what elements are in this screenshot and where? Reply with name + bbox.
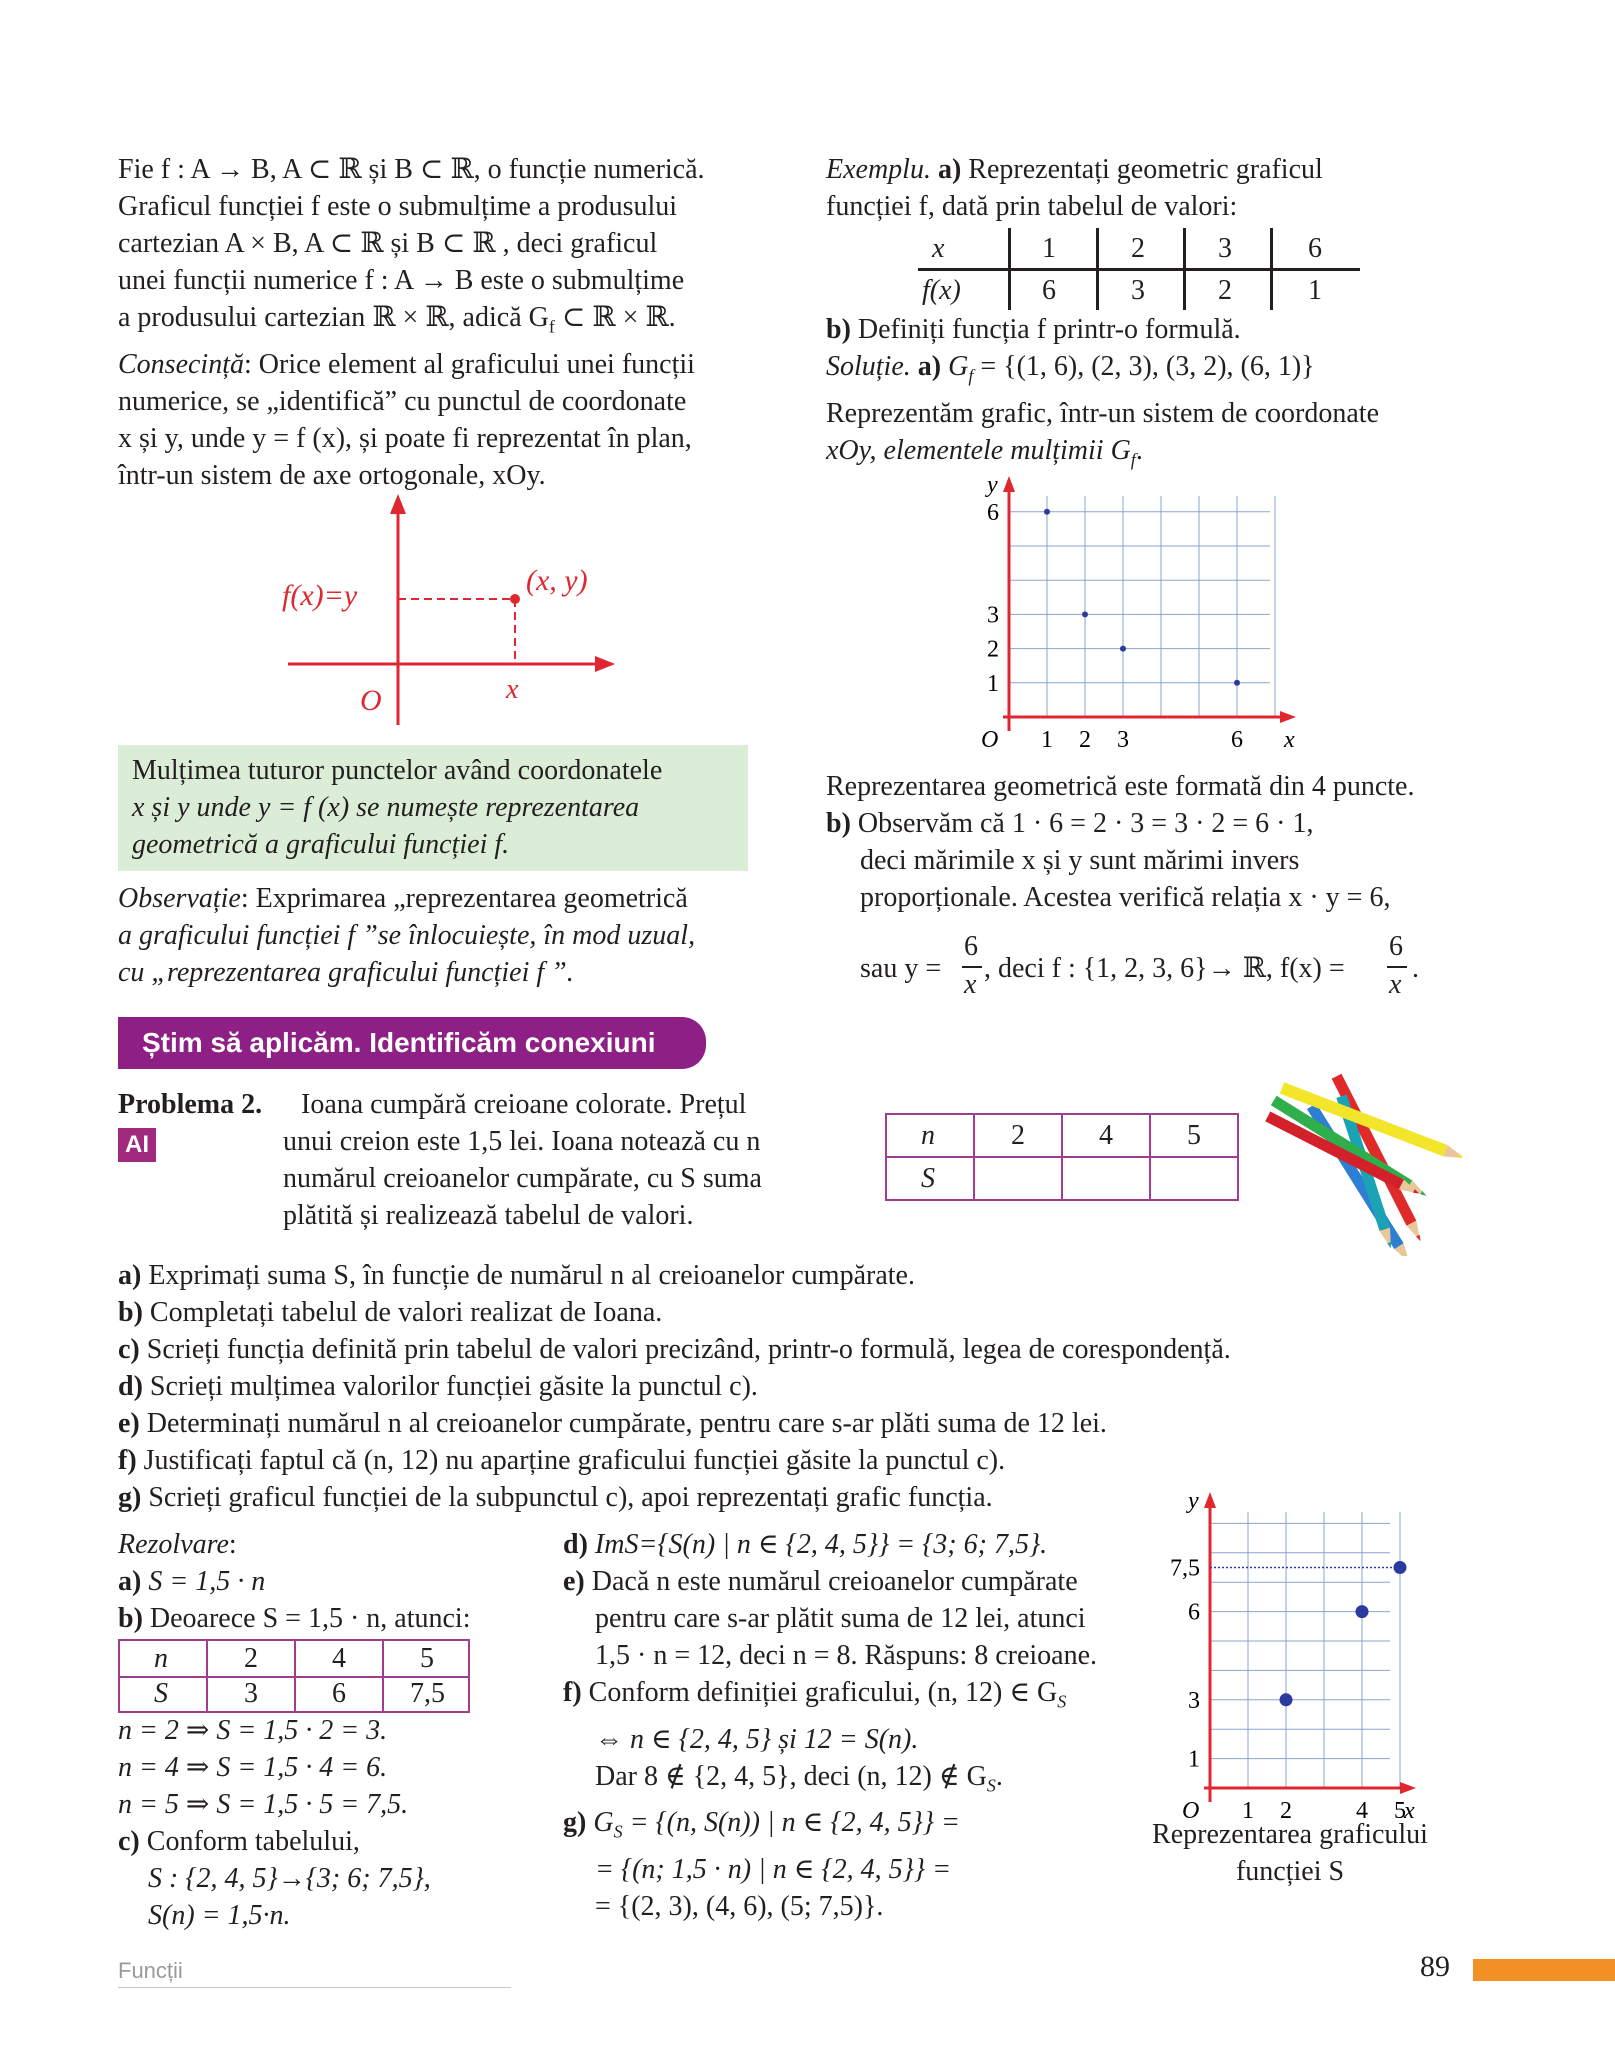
- example-table-cell: 6: [1042, 275, 1056, 306]
- colored-pencils-illustration: [1262, 1066, 1462, 1256]
- example-line: funcției f, dată prin tabelul de valori:: [826, 191, 1238, 222]
- y-axis-label: y: [987, 472, 998, 498]
- y-axis-arrow: [1204, 1492, 1216, 1508]
- solution-table-cell: 2: [244, 1643, 258, 1674]
- solution-line: g) $G_S = \{(n$, S(n)) | n ∈ {2, 4, 5}} =: [563, 1807, 960, 1842]
- problem-text: [283, 1086, 828, 1234]
- solution-line: Dar 8 ∉ {2, 4, 5}, deci (n, 12) ∉ $G_S$.: [595, 1760, 1003, 1796]
- task-item: b) Completați tabelul de valori realizat de Ioana.: [118, 1297, 663, 1328]
- observation-text: [118, 880, 695, 991]
- solution-line: = {(n; 1,5 · n) | n ∈ {2, 4, 5}} =: [595, 1853, 951, 1885]
- solution-line: S : {2, 4, 5}→{3; 6; 7,5},: [148, 1863, 431, 1894]
- x-axis-label: x: [1404, 1798, 1415, 1820]
- example-table-cell: 1: [1308, 275, 1322, 306]
- problem-line: plătită și realizează tabelul de valori.: [283, 1200, 694, 1231]
- solution-line: n = 2 ⇒ S = 1,5 · 2 = 3.: [118, 1715, 388, 1746]
- formula-fraction-num: 6: [1389, 931, 1403, 962]
- y-tick-label: 6: [987, 499, 999, 526]
- task-item: a) Exprimați suma S, în funcție de numărul n al creioanelor cumpărate.: [118, 1260, 915, 1291]
- solution-line: ⇔ n ∈ {2, 4, 5} și 12 = S(n).: [595, 1723, 919, 1755]
- solution-line: c) Conform tabelului,: [118, 1826, 360, 1857]
- data-point: [1120, 646, 1126, 652]
- formula-fraction-den: x: [964, 969, 977, 1000]
- example-header: [826, 151, 1323, 225]
- example-table-cell: 1: [1042, 233, 1056, 264]
- problem-table-vline: [973, 1115, 975, 1199]
- pencil-red-2: [1265, 1112, 1421, 1199]
- intro-line: Fie f : A → B, A ⊂ ℝ și B ⊂ ℝ, o funcție numerică.: [118, 154, 705, 185]
- definition-line: Mulțimea tuturor punctelor având coordonatele: [132, 755, 663, 786]
- diagram-fx-label: f(x)=y: [282, 579, 358, 612]
- y-axis-arrow: [1003, 476, 1015, 492]
- example-table-cell: 3: [1218, 233, 1232, 264]
- intro-line: x și y, unde y = f (x), și poate fi reprezentat în plan,: [118, 422, 692, 454]
- definition-line: geometrică a graficului funcției f.: [132, 829, 510, 860]
- data-point: [1394, 1561, 1407, 1574]
- example-line: deci mărimile x și y sunt mărimi invers: [860, 845, 1300, 876]
- problem-table-cell: 5: [1187, 1120, 1201, 1151]
- origin-label: O: [1182, 1798, 1200, 1820]
- problem-line: numărul creioanelor cumpărate, cu S suma: [283, 1163, 762, 1194]
- problem-line: unui creion este 1,5 lei. Ioana notează cu n: [283, 1126, 761, 1157]
- diagram-origin-label: O: [360, 684, 382, 717]
- solution-table-cell: 3: [244, 1678, 258, 1709]
- data-point: [1356, 1605, 1369, 1618]
- diagram-x-label: x: [506, 674, 519, 705]
- intro-line: numerice, se „identifică” cu punctul de coordonate: [118, 385, 687, 417]
- solution-line: e) Dacă n este numărul creioanelor cumpărate: [563, 1566, 1078, 1597]
- formula-fraction-num: 6: [964, 931, 978, 962]
- task-item: d) Scrieți mulțimea valorilor funcției găsite la punctul c).: [118, 1371, 758, 1402]
- solution-line: f) Conform definiției graficului, (n, 12) ∈ $G_S$: [563, 1677, 1067, 1712]
- x-axis-label: x: [1284, 727, 1295, 753]
- solution-line: b) Deoarece S = 1,5 · n, atunci:: [118, 1603, 471, 1634]
- example-solution: [826, 311, 1379, 478]
- problem-table-vline: [1061, 1115, 1063, 1199]
- definition-line: x și y unde y = f (x) se numește reprezentarea: [132, 792, 640, 823]
- intro-text: [118, 151, 705, 494]
- intro-line: unei funcții numerice f : A → B este o submulțime: [118, 265, 685, 296]
- observation-line: cu „reprezentarea graficului funcției f ”.: [118, 957, 574, 988]
- problem-title: Problema 2.: [118, 1089, 263, 1120]
- example-table-row-label: x: [932, 233, 945, 264]
- solution-table-row-label: n: [154, 1643, 168, 1674]
- diagram-y-arrow: [390, 494, 406, 514]
- observation-line: a graficului funcției f ”se înlocuiește, în mod uzual,: [118, 920, 696, 951]
- task-item: e) Determinați numărul n al creioanelor cumpărate, pentru care s-ar plăti suma de 12 lei.: [118, 1408, 1107, 1439]
- solution-line: n = 5 ⇒ S = 1,5 · 5 = 7,5.: [118, 1789, 409, 1820]
- x-tick-label: 3: [1117, 727, 1129, 753]
- page-number: 89: [1420, 1950, 1450, 1983]
- solution-line: Rezolvare:: [118, 1529, 237, 1560]
- x-tick-label: 6: [1231, 727, 1243, 753]
- intro-line: cartezian A × B, A ⊂ ℝ și B ⊂ ℝ , deci graficul: [118, 228, 658, 259]
- solution-line: S(n) = 1,5·n.: [148, 1900, 291, 1931]
- x-tick-label: 2: [1079, 727, 1091, 753]
- solution-line: n = 4 ⇒ S = 1,5 · 4 = 6.: [118, 1752, 388, 1783]
- task-item: f) Justificați faptul că (n, 12) nu aparține graficului funcției găsite la punctul c).: [118, 1445, 1006, 1476]
- example-table-hline: [918, 268, 1360, 271]
- intro-line: a produsului cartezian ℝ × ℝ, adică $G_f$ ⊂ ℝ × ℝ.: [118, 302, 676, 337]
- problem-table-vline: [1149, 1115, 1151, 1199]
- solution-table-cell: 6: [332, 1678, 346, 1709]
- graph2-caption: [1140, 1816, 1440, 1890]
- data-point: [1234, 680, 1240, 686]
- solution-left: [118, 1526, 470, 1637]
- task-item: g) Scrieți graficul funcției de la subpunctul c), apoi reprezentați grafic funcția.: [118, 1482, 993, 1513]
- intro-line: Graficul funcției f este o submulțime a produsului: [118, 191, 678, 222]
- example-table-vline: [1270, 228, 1273, 310]
- observation-line: Observație: Exprimarea „reprezentarea geometrică: [118, 883, 688, 914]
- page-accent-bar: [1473, 1959, 1615, 1981]
- solution-mid: [563, 1526, 1097, 1925]
- intro-line: într-un sistem de axe ortogonale, xOy.: [118, 459, 546, 491]
- x-tick-label: 2: [1280, 1798, 1292, 1820]
- y-tick-label: 6: [1188, 1599, 1200, 1626]
- graph2-caption-line: funcției S: [1235, 1856, 1345, 1887]
- example-line: Reprezentăm grafic, într-un sistem de coordonate: [826, 397, 1379, 429]
- solution-table-vline: [206, 1641, 208, 1711]
- origin-label: O: [981, 727, 999, 753]
- formula-mid: , deci f : {1, 2, 3, 6}→ ℝ, f(x) =: [984, 953, 1345, 984]
- y-tick-label: 3: [1188, 1687, 1200, 1714]
- footer-rule: [118, 1987, 511, 1988]
- example-table-vline: [1096, 228, 1099, 310]
- y-tick-label: 3: [987, 602, 999, 629]
- footer-section-label: Funcții: [118, 1958, 183, 1983]
- x-axis-arrow: [1400, 1782, 1416, 1794]
- solution-line: a) S = 1,5 · n: [118, 1566, 266, 1597]
- task-item: c) Scrieți funcția definită prin tabelul de valori precizând, printr-o formulă, legea de corespondență.: [118, 1334, 1231, 1365]
- diagram-x-arrow: [595, 656, 615, 672]
- solution-left-cont: [118, 1712, 431, 1934]
- solution-table-vline: [382, 1641, 384, 1711]
- intro-line: Consecință: Orice element al graficului unei funcții: [118, 348, 695, 380]
- solution-table-vline: [294, 1641, 296, 1711]
- x-tick-label: 5: [1394, 1798, 1406, 1820]
- example-table-vline: [1183, 228, 1186, 310]
- diagram-point-label: (x, y): [526, 564, 588, 597]
- ai-badge: [118, 1128, 156, 1162]
- example-line: b) Observăm că 1 · 6 = 2 · 3 = 3 · 2 = 6 · 1,: [826, 808, 1314, 839]
- section-banner: Știm să aplicăm. Identificăm conexiuni: [118, 1017, 706, 1069]
- problem-line: Ioana cumpără creioane colorate. Prețul: [301, 1089, 747, 1120]
- ai-badge-label: AI: [125, 1131, 149, 1158]
- diagram-point: [510, 594, 520, 604]
- example-table-cell: 2: [1218, 275, 1232, 306]
- solution-line: = {(2, 3), (4, 6), (5; 7,5)}.: [595, 1890, 884, 1922]
- problem-table-row-label: n: [921, 1120, 935, 1151]
- example-graph: [960, 460, 1340, 770]
- coordinate-diagram: [270, 480, 630, 730]
- example-table-cell: 3: [1131, 275, 1145, 306]
- y-tick-label: 1: [987, 670, 999, 697]
- solution-line: d) ImS={S(n) | n ∈ {2, 4, 5}} = {3; 6; 7,5}.: [563, 1529, 1048, 1560]
- example-table: [918, 228, 1360, 310]
- data-point: [1082, 611, 1088, 617]
- example-table-row-label: f(x): [922, 275, 961, 306]
- y-axis-label: y: [1188, 1490, 1199, 1514]
- example-line: proporționale. Acestea verifică relația x · y = 6,: [860, 882, 1391, 913]
- solution-line: 1,5 · n = 12, deci n = 8. Răspuns: 8 creioane.: [595, 1640, 1098, 1671]
- example-line: b) Definiți funcția f printr-o formulă.: [826, 314, 1241, 345]
- formula-sau: sau y =: [860, 953, 942, 984]
- x-tick-label: 1: [1242, 1798, 1254, 1820]
- example-table-cell: 6: [1308, 233, 1322, 264]
- formula-fraction-den: x: [1389, 969, 1402, 1000]
- task-list: [118, 1257, 1231, 1516]
- problem-table-cell: 2: [1011, 1120, 1025, 1151]
- solution-table: [118, 1639, 470, 1713]
- problem-table-row-label: S: [921, 1163, 935, 1194]
- formula-end: .: [1412, 953, 1419, 984]
- problem-table-cell: 4: [1099, 1120, 1113, 1151]
- data-point: [1044, 509, 1050, 515]
- graph2-caption-line: Reprezentarea graficului: [1152, 1819, 1428, 1850]
- problem-table: [885, 1113, 1239, 1201]
- x-axis-arrow: [1280, 711, 1296, 723]
- x-tick-label: 1: [1041, 727, 1053, 753]
- definition-box: [118, 745, 748, 871]
- solution-table-cell: 5: [420, 1643, 434, 1674]
- y-tick-label: 1: [1188, 1746, 1200, 1773]
- y-tick-label: 7,5: [1170, 1555, 1200, 1582]
- example-line: xOy, elementele mulțimii $G_f$.: [826, 434, 1143, 470]
- function-s-graph: [1150, 1490, 1450, 1820]
- example-table-vline: [1008, 228, 1011, 310]
- solution-table-row-label: S: [154, 1678, 168, 1709]
- x-tick-label: 4: [1356, 1798, 1368, 1820]
- y-tick-label: 2: [987, 636, 999, 663]
- example-line: Exemplu. a) Reprezentați geometric graficul: [826, 154, 1323, 185]
- example-line: Soluție. a) $G_f = \{(1$, 6), (2, 3), (3, 2), (6, 1)}: [826, 351, 1315, 386]
- example-conclusion: [826, 768, 1414, 916]
- solution-line: pentru care s-ar plătit suma de 12 lei, atunci: [595, 1603, 1086, 1634]
- data-point: [1280, 1693, 1293, 1706]
- example-line: Reprezentarea geometrică este formată din 4 puncte.: [826, 771, 1415, 802]
- solution-table-cell: 4: [332, 1643, 346, 1674]
- example-table-cell: 2: [1131, 233, 1145, 264]
- solution-table-cell: 7,5: [410, 1678, 445, 1709]
